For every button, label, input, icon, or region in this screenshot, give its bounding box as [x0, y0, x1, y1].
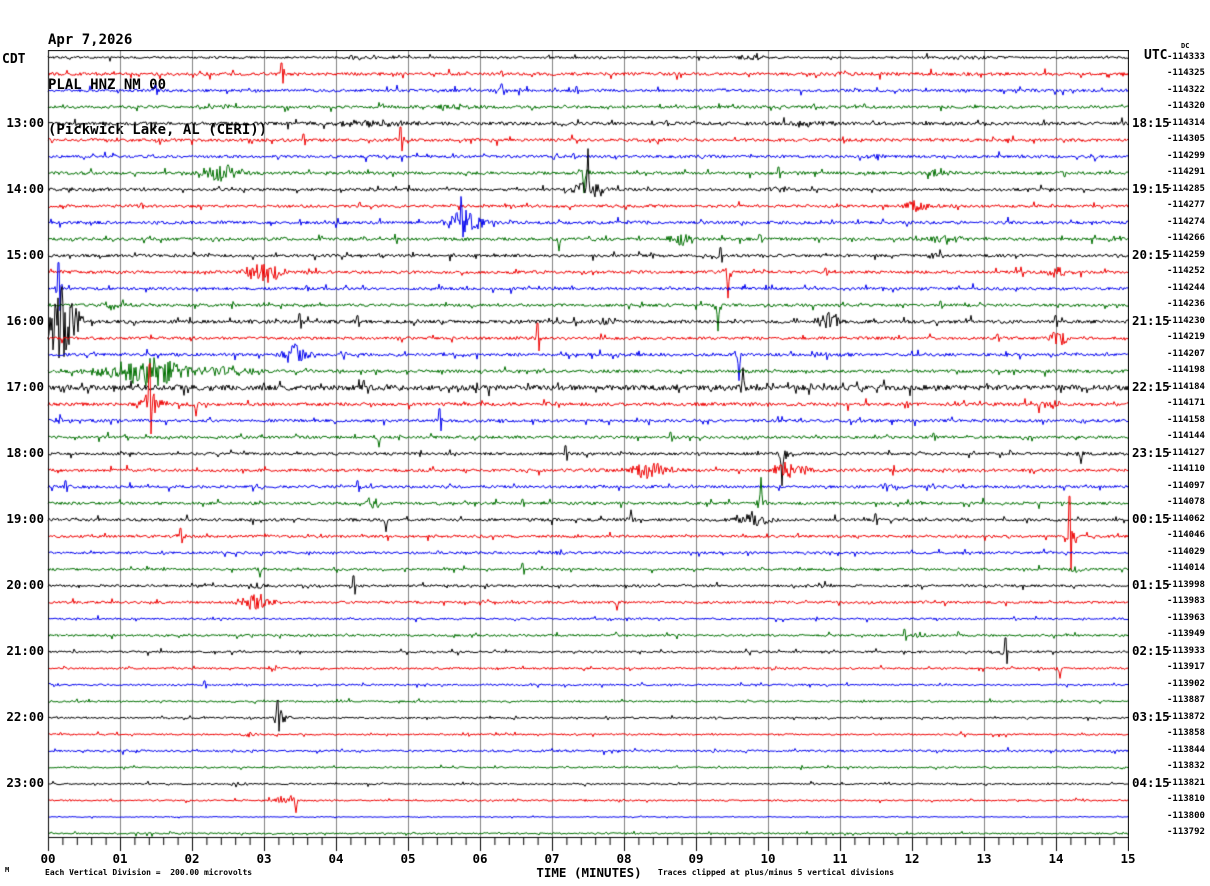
left-time-label: 13:00	[6, 114, 44, 130]
right-count-value: -114266	[1167, 233, 1205, 244]
right-count-value: -114062	[1167, 513, 1205, 524]
right-count-value: -114184	[1167, 381, 1205, 392]
right-count-value: -114325	[1167, 68, 1205, 78]
right-utc-label: 04:15	[1132, 774, 1170, 790]
left-time-label: 17:00	[6, 378, 44, 394]
right-count-value: -114314	[1167, 117, 1205, 128]
left-timezone-label: CDT	[2, 52, 26, 67]
x-axis-tick-label: 01	[112, 851, 128, 866]
right-utc-label: 20:15	[1132, 246, 1170, 262]
right-count-value: -114333	[1167, 51, 1205, 62]
x-axis-tick-label: 00	[40, 851, 56, 866]
right-count-value: -113983	[1167, 596, 1205, 607]
right-count-value: -114014	[1167, 563, 1205, 574]
x-axis-tick-label: 14	[1048, 851, 1064, 866]
right-count-value: -114244	[1167, 282, 1205, 293]
right-count-value: -113792	[1167, 827, 1205, 838]
right-count-value: -114285	[1167, 183, 1205, 194]
left-time-label: 19:00	[6, 510, 44, 526]
x-axis-tick-label: 03	[256, 851, 272, 866]
right-timezone-label: UTC	[1144, 48, 1168, 63]
header-date: Apr 7,2026	[48, 32, 133, 48]
right-count-value: -114299	[1167, 150, 1205, 161]
right-utc-label: 01:15	[1132, 576, 1170, 592]
left-time-label: 18:00	[6, 444, 44, 460]
x-axis-tick-label: 08	[616, 851, 632, 866]
right-count-value: -113887	[1167, 695, 1205, 706]
right-count-value: -114219	[1167, 332, 1205, 343]
x-axis-tick-label: 04	[328, 851, 344, 866]
right-count-value: -113832	[1167, 761, 1205, 772]
x-axis-title: TIME (MINUTES)	[536, 865, 642, 880]
right-count-value: -114078	[1167, 497, 1205, 508]
right-count-value: -114029	[1167, 546, 1205, 557]
right-count-value: -114252	[1167, 266, 1205, 277]
dc-offset-label: DC	[1181, 42, 1190, 50]
right-count-value: -114046	[1167, 530, 1205, 541]
scale-note: Each Vertical Division = 200.00 microvolts	[45, 868, 253, 877]
x-axis-tick-label: 13	[976, 851, 992, 866]
right-count-value: -113902	[1167, 678, 1205, 689]
right-utc-label: 03:15	[1132, 708, 1170, 724]
x-axis-tick-label: 15	[1120, 851, 1136, 866]
right-count-value: -113810	[1167, 794, 1205, 805]
right-count-value: -113963	[1167, 612, 1205, 623]
left-time-label: 14:00	[6, 180, 44, 196]
watermark-glyph: M	[5, 866, 10, 874]
right-count-value: -114097	[1167, 480, 1205, 491]
right-count-value: -113872	[1167, 711, 1205, 722]
right-utc-label: 23:15	[1132, 444, 1170, 460]
right-count-value: -113821	[1167, 777, 1205, 788]
right-count-value: -113858	[1167, 728, 1205, 739]
right-count-value: -114110	[1167, 464, 1205, 475]
seismogram-canvas	[47, 50, 1129, 855]
right-count-value: -114207	[1167, 348, 1205, 359]
right-utc-label: 22:15	[1132, 378, 1170, 394]
right-count-value: -114320	[1167, 101, 1205, 112]
right-count-value: -114305	[1167, 134, 1205, 145]
x-axis-tick-label: 09	[688, 851, 704, 866]
right-count-value: -114236	[1167, 299, 1205, 310]
left-time-label: 22:00	[6, 708, 44, 724]
x-axis-tick-label: 07	[544, 851, 560, 866]
left-time-label: 23:00	[6, 774, 44, 790]
right-count-value: -113998	[1167, 579, 1205, 590]
right-utc-label: 21:15	[1132, 312, 1170, 328]
right-utc-label: 00:15	[1132, 510, 1170, 526]
right-count-value: -114144	[1167, 431, 1205, 442]
right-count-value: -113949	[1167, 629, 1205, 640]
clip-note: Traces clipped at plus/minus 5 vertical divisions	[658, 868, 895, 877]
right-count-value: -114158	[1167, 414, 1205, 425]
x-axis-tick-label: 10	[760, 851, 776, 866]
left-time-label: 20:00	[6, 576, 44, 592]
right-count-value: -113917	[1167, 662, 1205, 673]
right-count-value: -114274	[1167, 216, 1205, 227]
right-count-value: -114171	[1167, 398, 1205, 409]
right-count-value: -114259	[1167, 249, 1205, 260]
x-axis-tick-label: 11	[832, 851, 848, 866]
x-axis-tick-label: 12	[904, 851, 920, 866]
right-utc-label: 02:15	[1132, 642, 1170, 658]
x-axis-tick-label: 06	[472, 851, 488, 866]
x-axis-tick-label: 02	[184, 851, 200, 866]
right-count-value: -113933	[1167, 645, 1205, 656]
right-count-value: -114127	[1167, 447, 1205, 458]
right-count-value: -113800	[1167, 810, 1205, 821]
right-count-value: -114291	[1167, 167, 1205, 178]
left-time-label: 16:00	[6, 312, 44, 328]
left-time-label: 15:00	[6, 246, 44, 262]
right-utc-label: 18:15	[1132, 114, 1170, 130]
right-count-value: -114230	[1167, 315, 1205, 326]
right-count-value: -114277	[1167, 200, 1205, 211]
x-axis-tick-label: 05	[400, 851, 416, 866]
right-count-value: -114198	[1167, 365, 1205, 376]
right-count-value: -113844	[1167, 744, 1205, 755]
right-count-value: -114322	[1167, 84, 1205, 95]
right-utc-label: 19:15	[1132, 180, 1170, 196]
left-time-label: 21:00	[6, 642, 44, 658]
